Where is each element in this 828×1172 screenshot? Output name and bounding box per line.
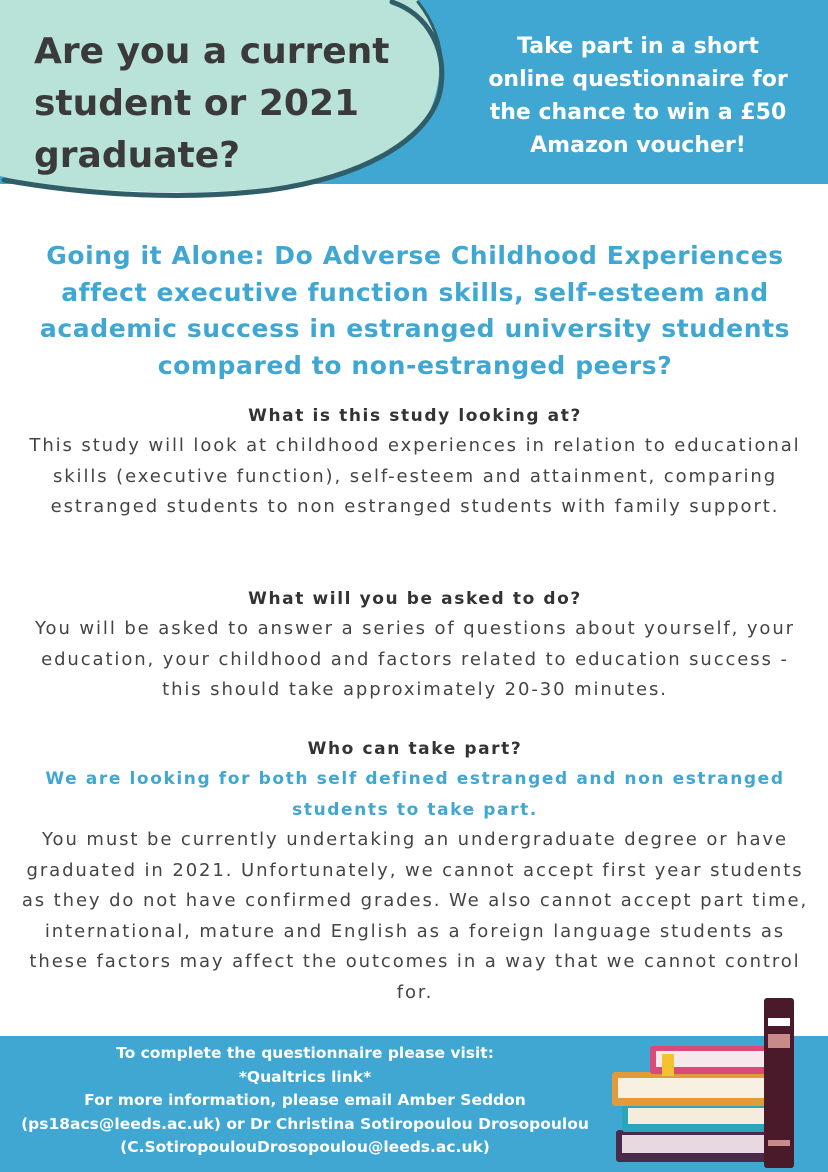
section-heading: Who can take part? xyxy=(307,739,523,759)
section-asked-to-do xyxy=(20,584,810,706)
qualtrics-link[interactable]: *Qualtrics link* xyxy=(238,1067,372,1086)
section-heading: What will you be asked to do? xyxy=(248,589,582,609)
study-title: Going it Alone: Do Adverse Childhood Experiences affect executive function skills, self-esteem and academic success in estranged university students compared to non-estranged peers? xyxy=(39,241,791,380)
headline: Are you a current student or 2021 graduate? xyxy=(34,31,390,176)
visit-instruction: To complete the questionnaire please visit: xyxy=(116,1044,494,1062)
promo-text: Take part in a short online questionnaire for the chance to win a £50 Amazon voucher! xyxy=(488,34,788,158)
footer-contact xyxy=(20,1042,590,1160)
section-who-can-take-part xyxy=(20,734,810,1008)
section-looking-at xyxy=(20,401,810,523)
books-stack-icon xyxy=(600,990,800,1172)
eligibility-highlight: We are looking for both self defined estranged and non estranged students to take part. xyxy=(45,769,785,820)
section-heading: What is this study looking at? xyxy=(248,406,582,426)
section-body: You must be currently undertaking an undergraduate degree or have graduated in 2021. Unfortunately, we cannot accept first year students as they do not have confirmed grades. We also cannot accept part time, international, mature and English as a foreign language students as these factors may affect the outcomes in a way that we cannot control for. xyxy=(21,829,809,1003)
section-body: You will be asked to answer a series of questions about yourself, your education, your childhood and factors related to education success - this should take approximately 20-30 minutes. xyxy=(35,618,795,700)
contact-info: For more information, please email Amber Seddon (ps18acs@leeds.ac.uk) or Dr Christina Sotiropoulou Drosopoulou (C.SotiropoulouDrosopoulou@leeds.ac.uk) xyxy=(21,1091,589,1156)
section-body: This study will look at childhood experiences in relation to educational skills (executive function), self-esteem and attainment, comparing estranged students to non estranged students with family support. xyxy=(29,435,801,517)
